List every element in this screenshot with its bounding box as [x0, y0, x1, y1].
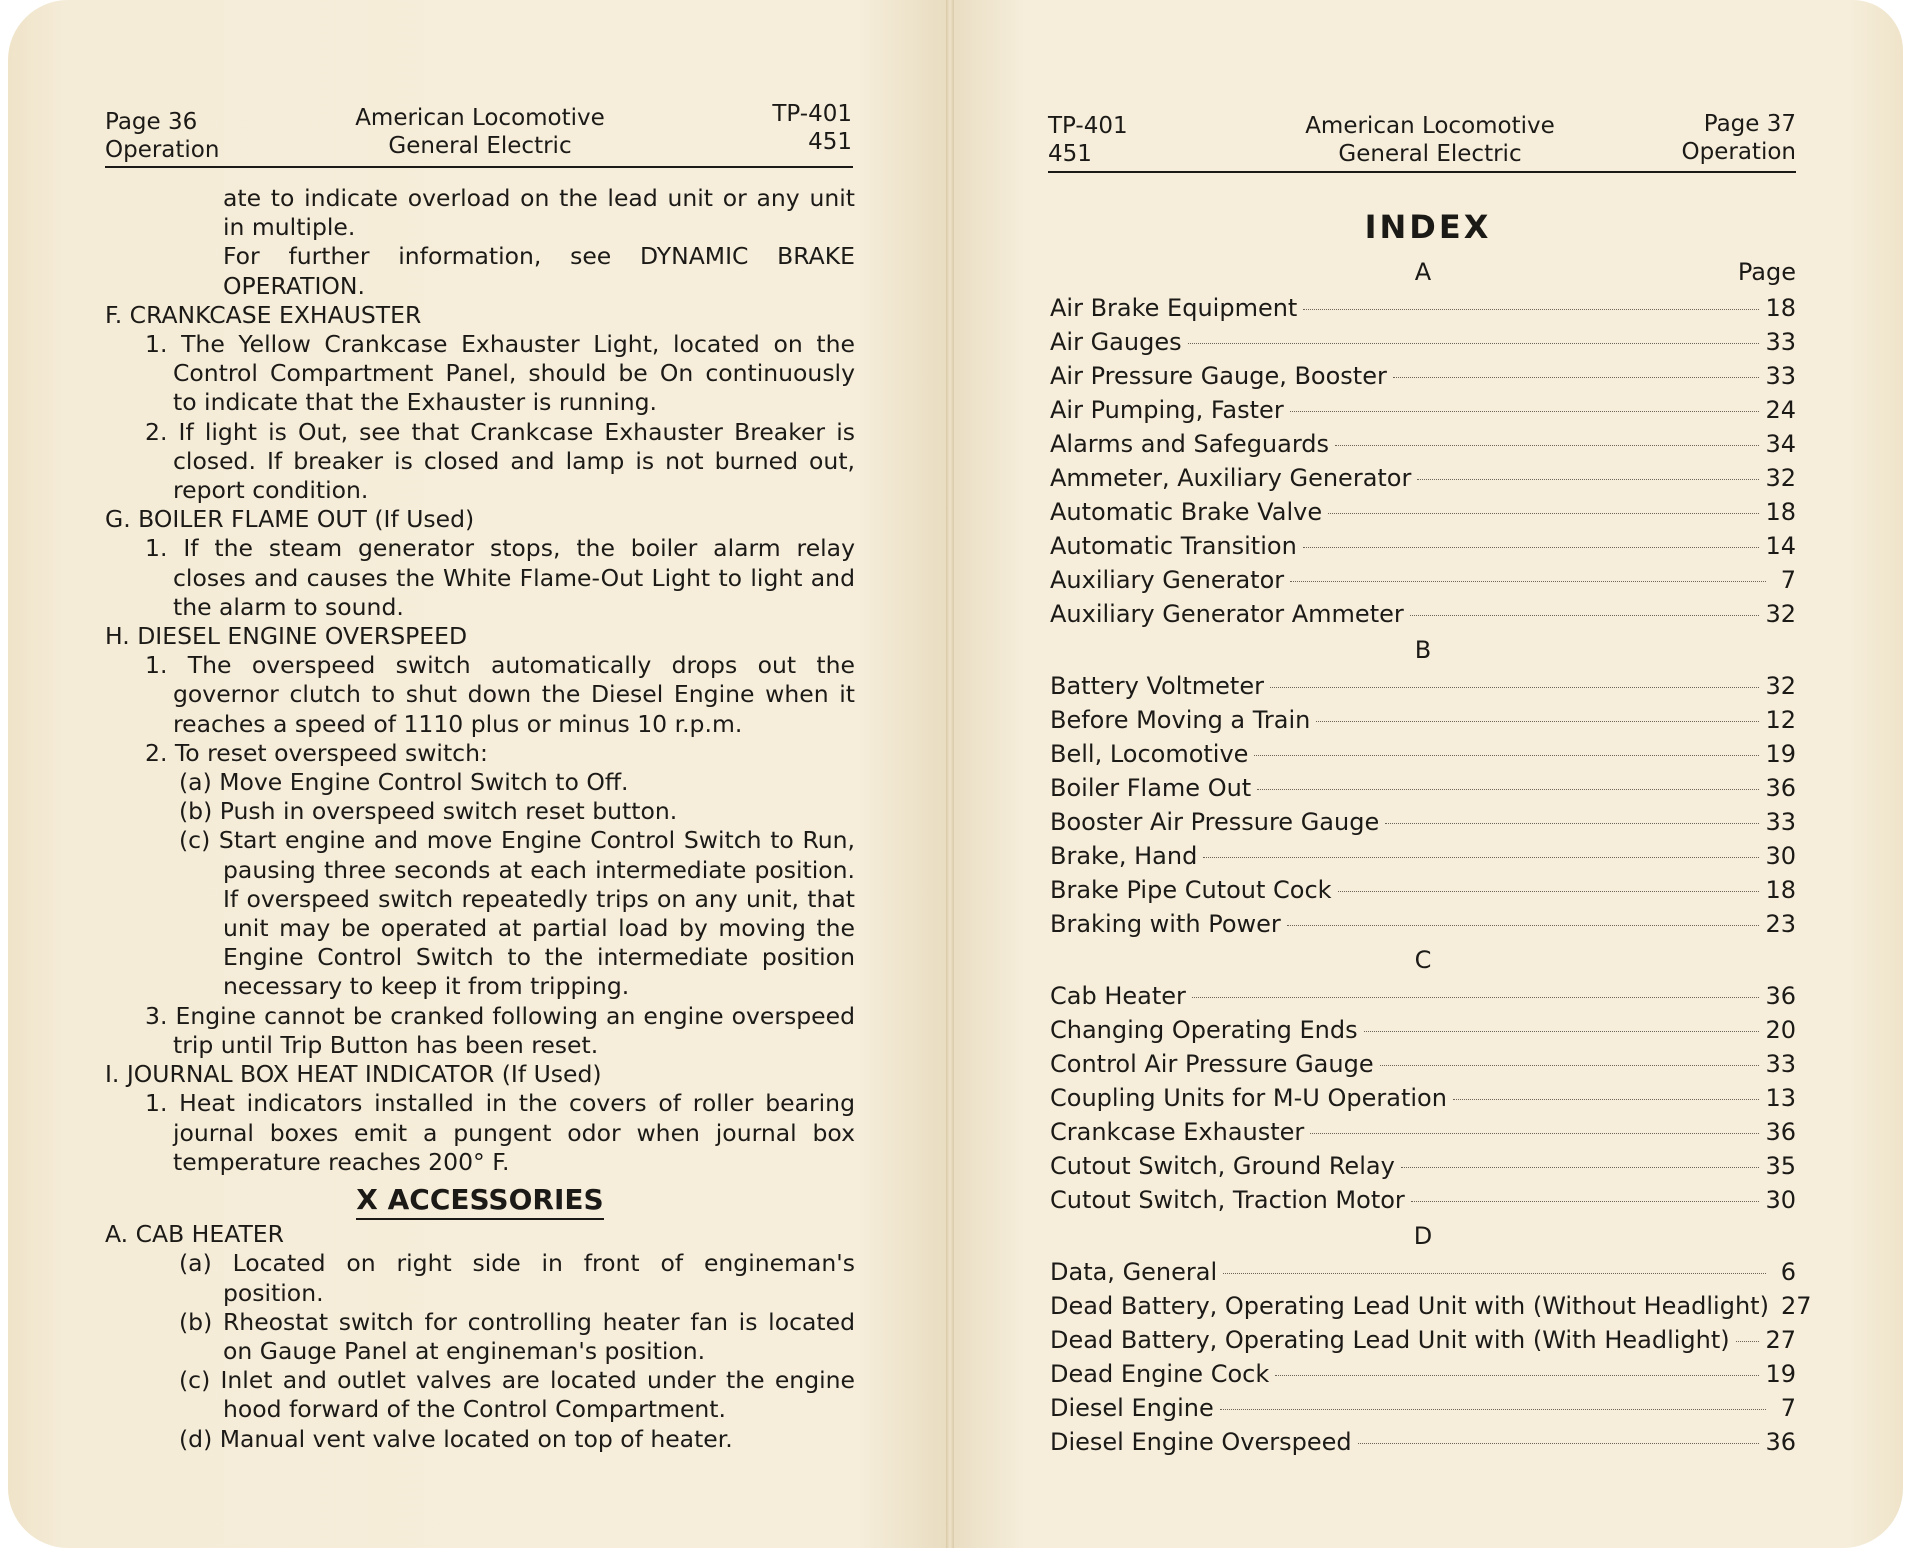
dot-leader — [1385, 823, 1759, 824]
index-list — [1050, 253, 1812, 1459]
dot-leader — [1335, 445, 1759, 446]
body-paragraph: (c) Start engine and move Engine Control Switch to Run, pausing three seconds at each intermediate position. If overspeed switch repeatedly trips on any unit, that unit may be operated at partial load by moving the Engine Control Switch to the intermediate position necessary to keep it from tripping. — [179, 826, 855, 1001]
right-company-line1: American Locomotive — [1305, 113, 1555, 139]
index-entry — [1050, 359, 1796, 393]
index-entry — [1050, 805, 1796, 839]
index-entry-title: Bell, Locomotive — [1050, 740, 1249, 768]
index-letter-a — [1050, 253, 1796, 291]
index-entry-page: 14 — [1765, 532, 1796, 560]
left-page-number-block — [105, 108, 219, 164]
dot-leader — [1310, 1133, 1759, 1134]
dot-leader — [1192, 997, 1760, 998]
index-entry-title: Air Brake Equipment — [1050, 294, 1298, 322]
index-entry — [1050, 669, 1796, 703]
index-entry-title: Alarms and Safeguards — [1050, 430, 1330, 458]
left-company-line2: General Electric — [388, 133, 572, 159]
book-spine — [946, 0, 954, 1548]
section-heading-text: X ACCESSORIES — [356, 1183, 603, 1220]
index-entry-page: 6 — [1780, 1258, 1796, 1286]
index-entry-page: 33 — [1765, 808, 1796, 836]
index-title: INDEX — [1364, 208, 1492, 246]
left-header-rule — [105, 166, 853, 168]
index-entry — [1050, 1323, 1796, 1357]
index-entry — [1050, 1183, 1796, 1217]
dot-leader — [1380, 1065, 1760, 1066]
right-model-line2: 451 — [1048, 141, 1092, 167]
dot-leader — [1393, 377, 1760, 378]
index-entry-title: Diesel Engine Overspeed — [1050, 1428, 1352, 1456]
index-entry-page: 23 — [1765, 910, 1796, 938]
dot-leader — [1410, 615, 1760, 616]
index-entry-page: 30 — [1765, 842, 1796, 870]
index-entry-page: 33 — [1765, 362, 1796, 390]
dot-leader — [1358, 1443, 1760, 1444]
dot-leader — [1453, 1099, 1760, 1100]
index-entry — [1050, 1391, 1796, 1425]
index-entry — [1050, 597, 1796, 631]
left-model-line1: TP-401 — [772, 101, 852, 127]
body-paragraph: (b) Push in overspeed switch reset button. — [179, 797, 678, 826]
body-paragraph: 1. Heat indicators installed in the covers of roller bearing journal boxes emit a pungent odor when journal box temperature reaches 200° F. — [145, 1089, 855, 1176]
dot-leader — [1188, 343, 1760, 344]
body-paragraph: (d) Manual vent valve located on top of heater. — [179, 1424, 733, 1453]
body-paragraph: H. DIESEL ENGINE OVERSPEED — [105, 622, 468, 651]
body-paragraph: For further information, see DYNAMIC BRAKE OPERATION. — [223, 242, 855, 300]
left-company-line1: American Locomotive — [355, 105, 605, 131]
index-entry — [1050, 1255, 1796, 1289]
left-section-label: Operation — [105, 137, 220, 163]
section-heading — [105, 1182, 855, 1216]
index-entry-page: 20 — [1765, 1016, 1796, 1044]
left-page-number: Page 36 — [105, 109, 198, 135]
index-entry-page: 13 — [1765, 1084, 1796, 1112]
index-entry-title: Braking with Power — [1050, 910, 1281, 938]
dot-leader — [1316, 721, 1759, 722]
index-entry — [1050, 1081, 1796, 1115]
dot-leader — [1275, 1375, 1759, 1376]
index-entry — [1050, 771, 1796, 805]
dot-leader — [1364, 1031, 1760, 1032]
right-company-line2: General Electric — [1338, 141, 1522, 167]
dot-leader — [1417, 479, 1759, 480]
right-model-line1: TP-401 — [1048, 113, 1128, 139]
index-entry-title: Brake, Hand — [1050, 842, 1198, 870]
body-paragraph: G. BOILER FLAME OUT (If Used) — [105, 505, 475, 534]
index-letter-label: B — [1414, 636, 1432, 664]
dot-leader — [1220, 1409, 1766, 1410]
index-letter-c — [1050, 941, 1796, 979]
index-entry — [1050, 325, 1796, 359]
body-paragraph: A. CAB HEATER — [105, 1220, 284, 1249]
left-body-text — [105, 184, 855, 1454]
index-entry-title: Air Gauges — [1050, 328, 1182, 356]
right-model-block — [1048, 112, 1128, 168]
index-entry-page: 32 — [1765, 464, 1796, 492]
index-entry-title: Automatic Transition — [1050, 532, 1297, 560]
index-entry-page: 36 — [1765, 982, 1796, 1010]
index-entry-title: Air Pumping, Faster — [1050, 396, 1284, 424]
index-entry-page: 18 — [1765, 876, 1796, 904]
index-entry — [1050, 703, 1796, 737]
index-letter-label: D — [1413, 1222, 1433, 1250]
dot-leader — [1303, 309, 1759, 310]
index-entry-page: 30 — [1765, 1186, 1796, 1214]
dot-leader — [1290, 581, 1766, 582]
dot-leader — [1254, 755, 1759, 756]
index-entry-page: 7 — [1780, 1394, 1796, 1422]
index-entry-page: 27 — [1780, 1292, 1812, 1320]
body-paragraph: 1. If the steam generator stops, the boiler alarm relay closes and causes the White Flame-Out Light to light and the alarm to sound. — [145, 534, 855, 621]
index-entry — [1050, 427, 1796, 461]
right-header-rule — [1048, 171, 1796, 173]
dot-leader — [1287, 925, 1760, 926]
index-entry — [1050, 737, 1796, 771]
index-entry — [1050, 1149, 1796, 1183]
index-entry-title: Dead Battery, Operating Lead Unit with (Without Headlight) — [1050, 1292, 1769, 1320]
index-entry-page: 19 — [1765, 1360, 1796, 1388]
index-entry-title: Brake Pipe Cutout Cock — [1050, 876, 1332, 904]
index-entry-page: 24 — [1765, 396, 1796, 424]
index-entry — [1050, 1357, 1796, 1391]
body-paragraph: 2. To reset overspeed switch: — [145, 738, 488, 767]
index-entry — [1050, 529, 1796, 563]
index-entry — [1050, 1425, 1796, 1459]
index-letter-b — [1050, 631, 1796, 669]
body-paragraph: 1. The overspeed switch automatically drops out the governor clutch to shut down the Diesel Engine when it reaches a speed of 1110 plus or minus 10 r.p.m. — [145, 651, 855, 738]
index-entry — [1050, 907, 1796, 941]
dot-leader — [1290, 411, 1760, 412]
dot-leader — [1303, 547, 1760, 548]
dot-leader — [1223, 1273, 1766, 1274]
index-entry-title: Air Pressure Gauge, Booster — [1050, 362, 1387, 390]
body-paragraph: 3. Engine cannot be cranked following an engine overspeed trip until Trip Button has been reset. — [145, 1001, 855, 1059]
index-entry-title: Changing Operating Ends — [1050, 1016, 1358, 1044]
index-entry-page: 34 — [1765, 430, 1796, 458]
right-company-block — [1280, 112, 1580, 168]
index-entry-title: Before Moving a Train — [1050, 706, 1311, 734]
index-entry-title: Auxiliary Generator Ammeter — [1050, 600, 1404, 628]
index-entry-page: 27 — [1765, 1326, 1796, 1354]
index-entry — [1050, 393, 1796, 427]
body-paragraph: (a) Move Engine Control Switch to Off. — [179, 768, 629, 797]
index-entry-page: 36 — [1765, 774, 1796, 802]
body-paragraph: (a) Located on right side in front of engineman's position. — [179, 1249, 855, 1307]
index-entry-page: 33 — [1765, 328, 1796, 356]
index-entry — [1050, 461, 1796, 495]
index-entry-title: Data, General — [1050, 1258, 1218, 1286]
dot-leader — [1257, 789, 1759, 790]
dot-leader — [1338, 891, 1760, 892]
index-entry — [1050, 1047, 1796, 1081]
index-entry — [1050, 1013, 1796, 1047]
right-section-label: Operation — [1681, 139, 1796, 165]
dot-leader — [1328, 513, 1759, 514]
index-entry-page: 7 — [1780, 566, 1796, 594]
index-entry-title: Coupling Units for M-U Operation — [1050, 1084, 1447, 1112]
body-paragraph: 2. If light is Out, see that Crankcase Exhauster Breaker is closed. If breaker is closed and lamp is not burned out, report condition. — [145, 417, 855, 505]
index-entry — [1050, 291, 1796, 325]
index-letter-label: C — [1414, 946, 1432, 974]
index-entry-page: 36 — [1765, 1428, 1796, 1456]
dot-leader — [1736, 1341, 1760, 1342]
index-entry — [1050, 873, 1796, 907]
index-entry-title: Cutout Switch, Traction Motor — [1050, 1186, 1405, 1214]
index-entry-title: Booster Air Pressure Gauge — [1050, 808, 1380, 836]
index-entry-title: Ammeter, Auxiliary Generator — [1050, 464, 1412, 492]
index-letter-label: A — [1414, 258, 1432, 286]
index-entry-page: 18 — [1765, 498, 1796, 526]
index-entry — [1050, 839, 1796, 873]
index-entry-page: 36 — [1765, 1118, 1796, 1146]
index-entry-title: Cab Heater — [1050, 982, 1186, 1010]
index-entry-page: 18 — [1765, 294, 1796, 322]
body-paragraph: ate to indicate overload on the lead unit or any unit in multiple. — [223, 184, 855, 242]
index-entry — [1050, 1115, 1796, 1149]
index-letter-d — [1050, 1217, 1796, 1255]
index-entry-title: Boiler Flame Out — [1050, 774, 1252, 802]
dot-leader — [1401, 1167, 1760, 1168]
index-entry-page: 32 — [1765, 600, 1796, 628]
index-entry — [1050, 1289, 1812, 1323]
index-entry-title: Dead Battery, Operating Lead Unit with (With Headlight) — [1050, 1326, 1730, 1354]
index-entry-title: Cutout Switch, Ground Relay — [1050, 1152, 1395, 1180]
dot-leader — [1411, 1201, 1760, 1202]
page-column-header: Page — [1737, 258, 1796, 286]
index-entry-page: 35 — [1765, 1152, 1796, 1180]
index-entry-title: Battery Voltmeter — [1050, 672, 1264, 700]
dot-leader — [1270, 687, 1759, 688]
index-entry-title: Diesel Engine — [1050, 1394, 1214, 1422]
index-entry-page: 32 — [1765, 672, 1796, 700]
index-entry-page: 33 — [1765, 1050, 1796, 1078]
index-entry-title: Dead Engine Cock — [1050, 1360, 1270, 1388]
left-company-block — [330, 104, 630, 160]
index-entry-title: Control Air Pressure Gauge — [1050, 1050, 1374, 1078]
body-paragraph: (b) Rheostat switch for controlling heater fan is located on Gauge Panel at engineman's position. — [179, 1307, 855, 1365]
index-entry — [1050, 495, 1796, 529]
body-paragraph: F. CRANKCASE EXHAUSTER — [105, 300, 422, 329]
left-model-line2: 451 — [808, 129, 852, 155]
index-entry-page: 19 — [1765, 740, 1796, 768]
dot-leader — [1203, 857, 1759, 858]
index-entry — [1050, 979, 1796, 1013]
index-entry-page: 12 — [1765, 706, 1796, 734]
right-page-number: Page 37 — [1703, 111, 1796, 137]
index-entry — [1050, 563, 1796, 597]
right-page-number-block — [1640, 110, 1796, 166]
index-entry-title: Crankcase Exhauster — [1050, 1118, 1305, 1146]
body-paragraph: 1. The Yellow Crankcase Exhauster Light, located on the Control Compartment Panel, should be On continuously to indicate that the Exhauster is running. — [145, 330, 855, 417]
body-paragraph: I. JOURNAL BOX HEAT INDICATOR (If Used) — [105, 1060, 602, 1089]
index-entry-title: Automatic Brake Valve — [1050, 498, 1323, 526]
body-paragraph: (c) Inlet and outlet valves are located under the engine hood forward of the Control Compartment. — [179, 1366, 855, 1424]
left-model-block — [720, 100, 852, 156]
index-entry-title: Auxiliary Generator — [1050, 566, 1285, 594]
